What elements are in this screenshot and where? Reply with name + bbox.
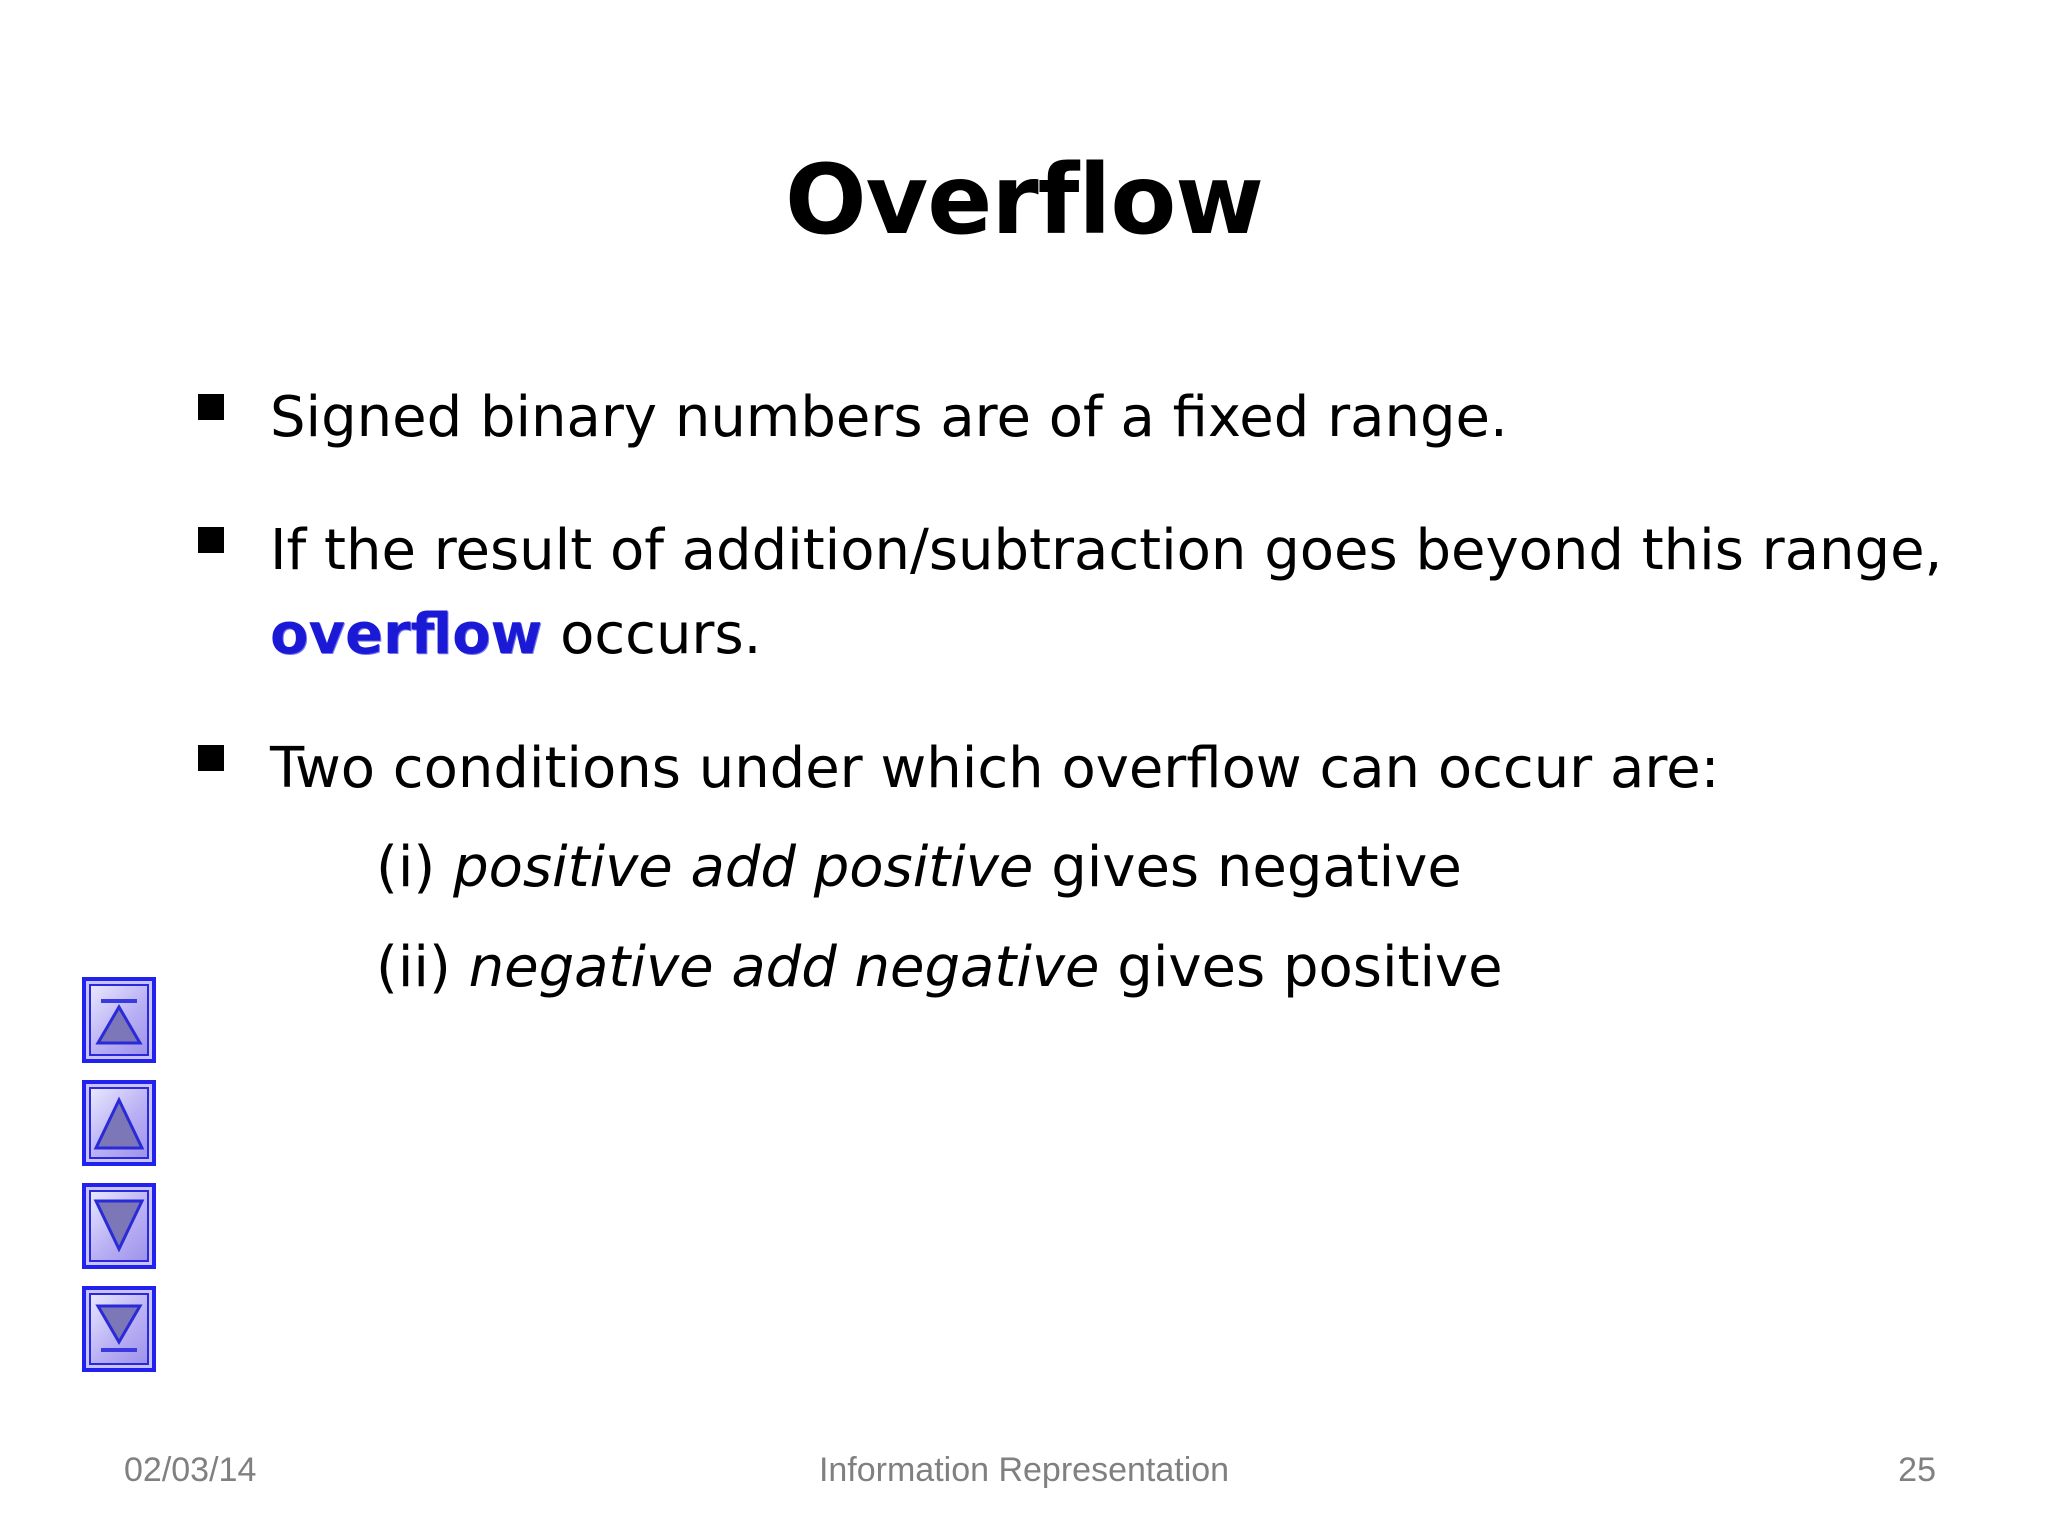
condition-line bbox=[376, 926, 1503, 1010]
condition-line bbox=[376, 826, 1462, 910]
bullet-text: Two conditions under which overflow can occur are: bbox=[270, 736, 1720, 801]
bullet-text: If the result of addition/subtraction goes beyond this range, bbox=[270, 518, 1943, 583]
footer-title: Information Representation bbox=[818, 1451, 1230, 1489]
bullet-marker bbox=[198, 745, 224, 771]
first-slide-icon bbox=[86, 981, 152, 1059]
bullet-marker bbox=[198, 394, 224, 420]
condition-prefix: (ii) bbox=[376, 935, 469, 1000]
condition-italic: negative add negative bbox=[468, 935, 1100, 1000]
last-slide-button[interactable] bbox=[82, 1286, 156, 1372]
bullet-text-rest: occurs. bbox=[542, 602, 762, 667]
bullet-text: Signed binary numbers are of a fixed range. bbox=[270, 385, 1508, 450]
bullet-marker bbox=[198, 527, 224, 553]
first-slide-button[interactable] bbox=[82, 977, 156, 1063]
last-slide-icon bbox=[86, 1290, 152, 1368]
page-number: 25 bbox=[1898, 1451, 1936, 1489]
bullet-text-continuation bbox=[270, 593, 761, 677]
condition-suffix: gives positive bbox=[1099, 935, 1503, 1000]
previous-slide-icon bbox=[86, 1084, 152, 1162]
next-slide-icon bbox=[86, 1187, 152, 1265]
previous-slide-button[interactable] bbox=[82, 1080, 156, 1166]
footer-date: 02/03/14 bbox=[124, 1451, 257, 1489]
next-slide-button[interactable] bbox=[82, 1183, 156, 1269]
condition-suffix: gives negative bbox=[1033, 835, 1462, 900]
condition-italic: positive add positive bbox=[453, 835, 1034, 900]
overflow-keyword: overflow bbox=[270, 602, 543, 667]
slide-title: Overflow bbox=[785, 144, 1263, 256]
condition-prefix: (i) bbox=[376, 835, 454, 900]
